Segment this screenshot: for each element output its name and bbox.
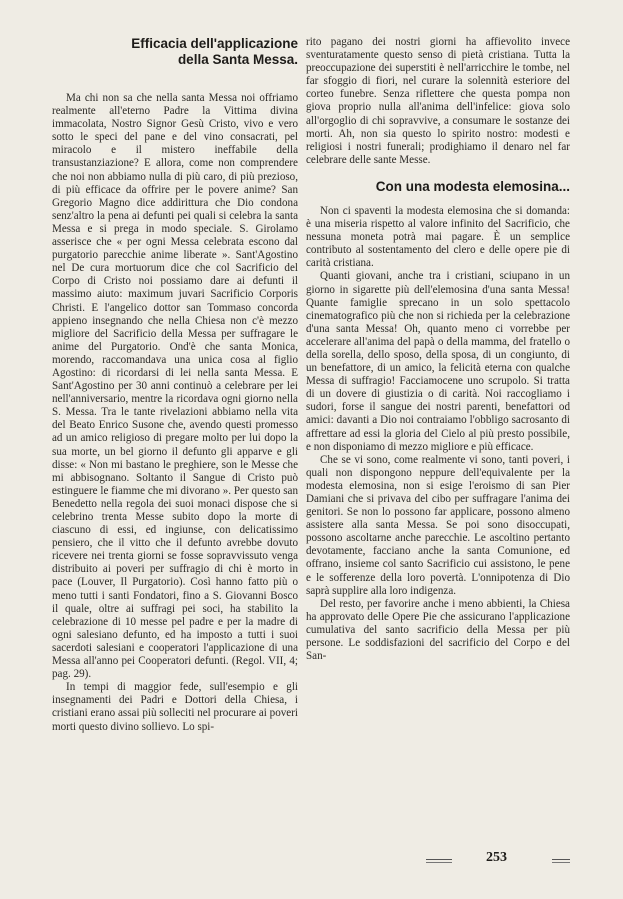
paragraph: Che se vi sono, come realmente vi sono, tanti poveri, i quali non dispongono neppure dell'equivalente per la modesta elemosina, non si esige l'eroismo di san Pier Damiani che si privava del cibo per suffragare l'anima dei genitori. Se non lo possono far applicare, possono almeno assistere alla santa Messa. Se poi sono disoccupati, possono ascoltarne anche parecchie. Le ascoltino pertanto devotamente, facciano anche la santa Comunione, ed offrano, insieme col santo Sacrificio cui assistono, le pene e le sofferenze della loro povertà. L'onnipotenza di Dio saprà supplire alla loro indigenza. bbox=[306, 453, 570, 597]
section-title-line-2: della Santa Messa. bbox=[177, 52, 298, 67]
paragraph: Del resto, per favorire anche i meno abbienti, la Chiesa ha approvato delle Opere Pie che assicurano l'applicazione cumulativa del santo sacrificio della Messa per più persone. Le soddisfazioni del sacrificio del Corpo e del San- bbox=[306, 597, 570, 663]
ornament-rule-left bbox=[426, 859, 452, 860]
paragraph: rito pagano dei nostri giorni ha affievolito invece sventuratamente questo senso di pietà cristiana. Tutta la preoccupazione dei superstiti è nell'arricchire le tombe, nel far sfoggio di fiori, nel curare la solennità esteriore del corteo funebre. Senza riflettere che questa pompa non giova proprio nulla all'anima dell'infelice: giova solo all'orgoglio di chi sopravvive, a consumare le sostanze dei morti. Ah, non sia questo lo spirito nostro: modesti e religiosi i nostri funerali; prodighiamo il denaro nel far celebrare delle sante Messe. bbox=[306, 36, 570, 166]
right-column bbox=[306, 36, 570, 663]
subsection-title bbox=[306, 179, 570, 195]
ornament-rule-right bbox=[552, 862, 570, 863]
paragraph: In tempi di maggior fede, sull'esempio e gli insegnamenti dei Padri e Dottori della Chiesa, i cristiani erano assai più solleciti nel procurare ai poveri morti questo divino sollievo. Lo spi- bbox=[52, 681, 298, 733]
section-title bbox=[52, 36, 298, 68]
left-column bbox=[52, 36, 298, 734]
section-title-line-1: Efficacia dell'applicazione bbox=[131, 36, 298, 51]
ornament-rule-right bbox=[552, 859, 570, 860]
page-number: 253 bbox=[486, 850, 507, 865]
paragraph: Quanti giovani, anche tra i cristiani, sciupano in un giorno in sigarette più dell'elemosina d'una santa Messa! Quante famiglie sprecano in un solo spettacolo cinematografico più che non si richieda per la celebrazione d'una santa Messa! Oh, quanto meno ci vorrebbe per accelerare all'anima del papà o della mamma, del fratello o della sorella, dello sposo, della sposa, di un congiunto, di un benefattore, di un amico, la felicità eterna con qualche Messa di suffragio! Facciamocene uno scrupolo. Si tratta di un dovere di giustizia o di carità. Noi raccogliamo i sudori, forse il sangue dei nostri parenti, benefattori od amici: davanti a Dio noi contraiamo l'obbligo sacrosanto di affrettare ad essi la gloria del Cielo al più presto possibile, e non disponiamo di mezzo migliore e più efficace. bbox=[306, 270, 570, 453]
paragraph: Ma chi non sa che nella santa Messa noi offriamo realmente all'eterno Padre la Vittima divina immacolata, Nostro Signor Gesù Cristo, vivo e vero sotto le speci del pane e del vino consacrati, pel miracolo e il mistero ineffabile della transustanziazione? E allora, come non comprendere che noi non abbiamo nulla di più caro, di più prezioso, di più efficace da offrire per le povere anime? San Gregorio Magno dice addirittura che Dio condona senz'altro la pena ai defunti pei quali si celebra la santa Messa e si prega in modo speciale. S. Girolamo asserisce che « per ogni Messa celebrata escono dal purgatorio parecchie anime liberate ». Sant'Agostino nel De cura mortuorum dice che col Sacrificio del Corpo di Cristo noi possiamo dare ai defunti il massimo aiuto: maximum juvari Sacrificio Corporis Christi. E l'angelico dottor san Tommaso concorda appieno insegnando che nella Chiesa non c'è mezzo migliore del Sacrificio della Messa per suffragare le anime del Purgatorio. Ond'è che santa Monica, morendo, raccomandava una unica cosa al figlio Agostino: di ricordarsi di lei nella santa Messa. E Sant'Agostino per 30 anni continuò a celebrare per lei nell'anniversario, mentre la ricordava ogni giorno nella S. Messa. Tra le tante rivelazioni abbiamo nella vita del Beato Enrico Susone che, avendo questi promesso ad un amico religioso di pregare molto per lui dopo la sua morte, un bel giorno il defunto gli apparve e gli disse: « Non mi bastano le preghiere, son le Messe che mi abbisognano. Soltanto il Sangue di Cristo può estinguere le fiamme che mi divorano ». Per questo san Benedetto nella regola dei suoi monaci dispose che si celebrino trenta Messe subito dopo la morte di ciascuno di essi, ed ingiunse, con delicatissimo pensiero, che il vitto che il defunto avrebbe dovuto ricevere nei trenta giorni se fosse sopravvissuto venga distribuito ai poveri per suffragio di chi è morto in pace (Louver, Il Purgatorio). Così hanno fatto più o meno tutti i santi Fondatori, fino a S. Giovanni Bosco il quale, oltre ai suffragi pei soci, ha stabilito la celebrazione di 10 messe pel padre e per la madre di ogni salesiano defunto, ed ha imposto a tutti i suoi sacerdoti salesiani e cooperatori l'applicazione di una Messa all'anno pei Cooperatori defunti. (Regol. VII, 4; pag. 29). bbox=[52, 92, 298, 681]
paragraph: Non ci spaventi la modesta elemosina che si domanda: è una miseria rispetto al valore infinito del Sacrificio, che nessuna moneta potrà mai pagare. È un semplice contributo al sostentamento del clero e delle opere pie di carità cristiana. bbox=[306, 204, 570, 270]
ornament-rule-left bbox=[426, 862, 452, 863]
subsection-title-text: Con una modesta elemosina... bbox=[375, 178, 570, 194]
